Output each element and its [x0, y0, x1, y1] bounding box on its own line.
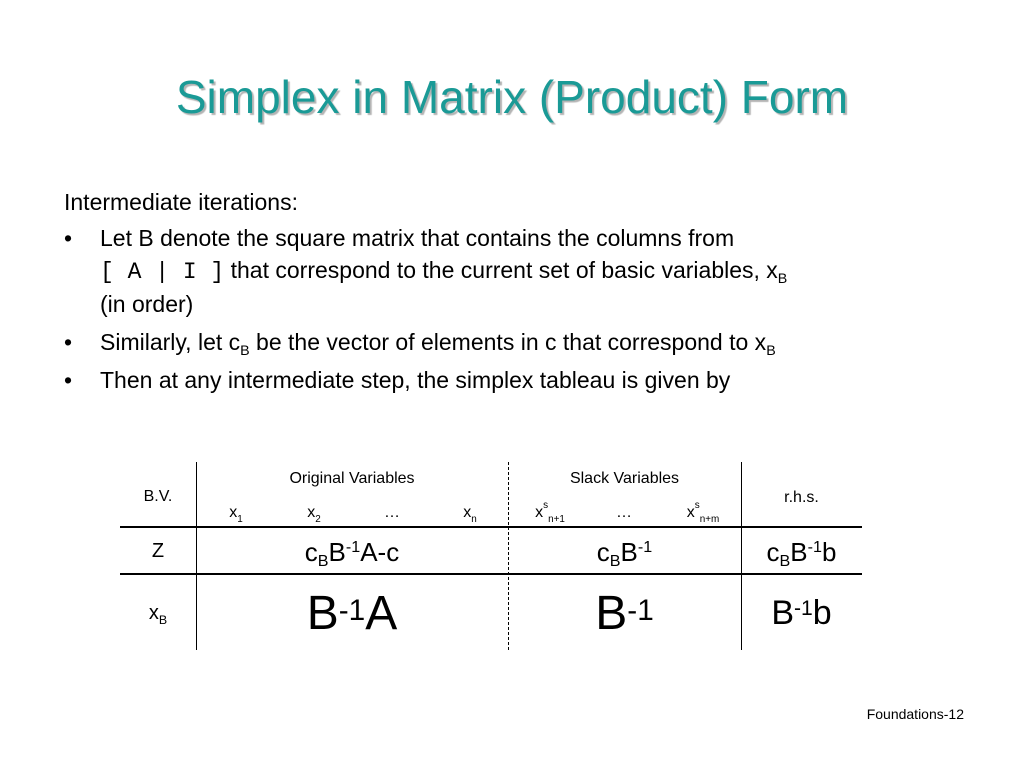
bullet-text: that correspond to the current set of basic variables, x	[230, 257, 778, 283]
subscript: B	[240, 343, 250, 359]
matrix-notation: [ A | I ]	[100, 259, 225, 285]
var-xs-nm: $x^s_{n+m}$	[686, 500, 720, 525]
xb-original-cell: $B^{-1}A$	[306, 587, 398, 640]
bullet-icon: •	[64, 367, 73, 393]
ellipsis-slack: …	[616, 504, 632, 521]
intro-text: Intermediate iterations:	[64, 189, 298, 215]
var-xn: $x_n$	[463, 504, 477, 525]
var-x1: $x_1$	[229, 504, 243, 525]
slide-footer: Foundations-12	[866, 706, 964, 722]
subscript: B	[777, 271, 788, 287]
bv-header: B.V.	[143, 488, 173, 505]
z-rhs-cell: $c_BB^{-1}b$	[766, 537, 837, 570]
slack-variables-header: Slack Variables	[569, 470, 680, 487]
row-label-z: Z	[151, 540, 165, 562]
bullet-text: Let B denote the square matrix that contains the columns from	[100, 225, 735, 251]
bullet-text: (in order)	[100, 291, 194, 317]
xb-slack-cell: $B^{-1}$	[595, 587, 654, 640]
original-variables-header: Original Variables	[289, 470, 415, 487]
bullet-text: be the vector of elements in c that correspond to x	[249, 329, 767, 355]
slide-title: Simplex in Matrix (Product) Form	[175, 71, 849, 123]
rhs-header: r.h.s.	[784, 489, 819, 506]
bullet-icon: •	[64, 225, 73, 251]
xb-rhs-cell: $B^{-1}b$	[771, 594, 832, 632]
header-divider	[120, 526, 862, 528]
bullet-text: Then at any intermediate step, the simplex tableau is given by	[100, 367, 731, 393]
var-xs-n1: $x^s_{n+1}$	[535, 500, 565, 525]
z-original-cell: $c_BB^{-1}A-c$	[304, 537, 400, 570]
ellipsis-original: …	[384, 504, 400, 521]
z-slack-cell: $c_BB^{-1}$	[596, 537, 653, 570]
subscript: B	[766, 343, 776, 359]
row-label-xb: $x_B$	[148, 602, 168, 627]
bullet-text: Similarly, let c	[100, 329, 241, 355]
row-divider	[120, 573, 862, 575]
bullet-icon: •	[64, 329, 73, 355]
var-x2: $x_2$	[307, 504, 321, 525]
